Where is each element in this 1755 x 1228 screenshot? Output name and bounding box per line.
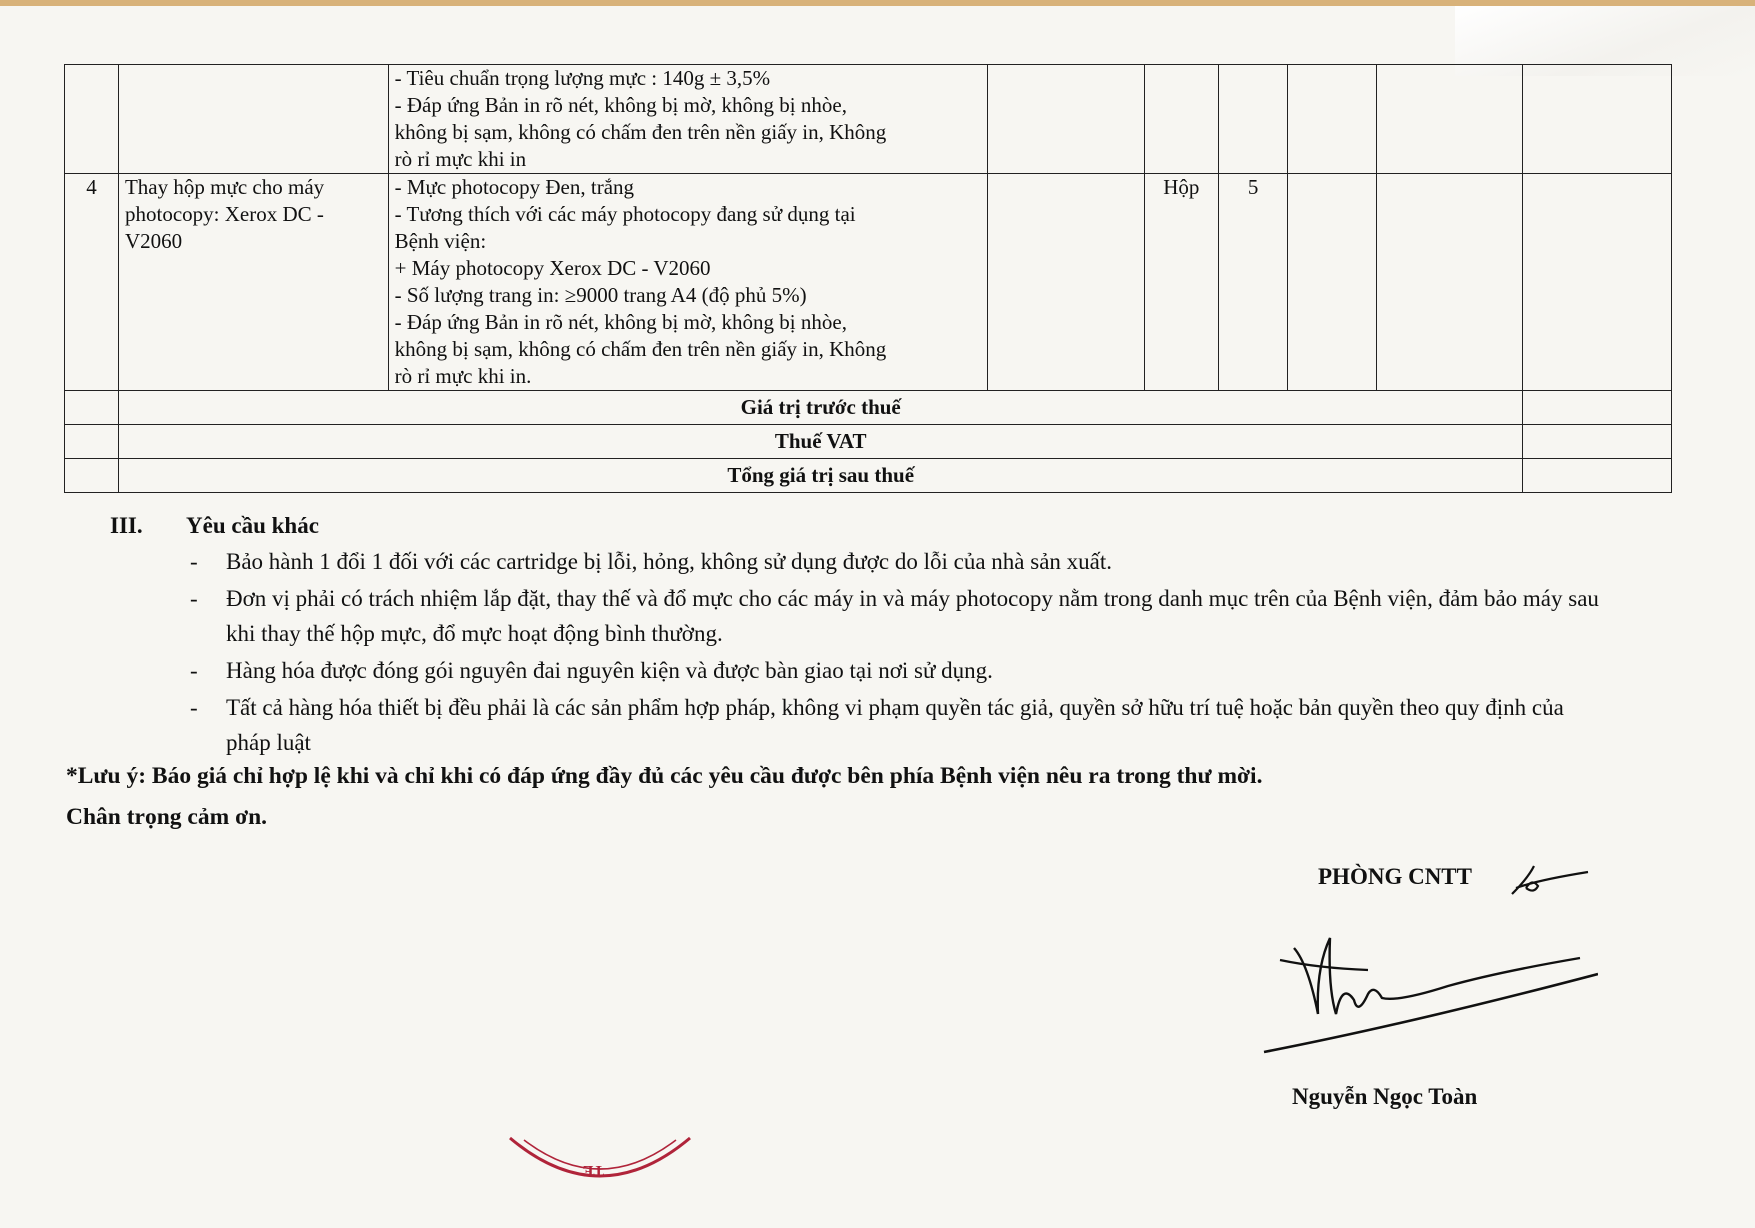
total-label: Tổng giá trị sau thuế — [118, 459, 1522, 493]
dash-bullet: - — [190, 695, 198, 720]
total-row — [65, 459, 1672, 493]
red-stamp-icon — [500, 1134, 700, 1204]
dash-bullet: - — [190, 549, 198, 574]
requirements-list — [190, 544, 1610, 762]
dash-bullet: - — [190, 658, 198, 683]
vat-label: Thuế VAT — [118, 425, 1522, 459]
spec-line: không bị sạm, không có chấm đen trên nền giấy in, Không — [394, 337, 887, 361]
note-text: *Lưu ý: Báo giá chỉ hợp lệ khi và chỉ khi có đáp ứng đầy đủ các yêu cầu được bên phía Bệnh viện nêu ra trong thư mời. — [66, 763, 1263, 789]
spec-line: rò rỉ mực khi in. — [394, 364, 532, 388]
spec-cell — [388, 174, 988, 391]
signature-icon — [1258, 928, 1598, 1060]
department-label: PHÒNG CNTT — [1318, 864, 1472, 889]
spec-cell — [388, 65, 988, 174]
table-row — [65, 65, 1672, 174]
section-title: Yêu cầu khác — [186, 513, 319, 538]
spec-line: không bị sạm, không có chấm đen trên nền giấy in, Không — [394, 120, 887, 144]
list-item: - Đơn vị phải có trách nhiệm lắp đặt, thay thế và đổ mực cho các máy in và máy photocopy nằm trong danh mục trên của Bệnh viện, đảm bảo máy sau khi thay thế hộp mực, đổ mực hoạt động bình thường. — [190, 581, 1610, 651]
item-name: Thay hộp mực cho máy photocopy: Xerox DC - V2060 — [118, 174, 388, 391]
dash-bullet: - — [190, 586, 198, 611]
spec-line: - Tương thích với các máy photocopy đang sử dụng tại — [394, 202, 856, 226]
vat-row — [65, 425, 1672, 459]
document-page — [0, 6, 1755, 1228]
list-item: - Tất cả hàng hóa thiết bị đều phải là các sản phẩm hợp pháp, không vi phạm quyền tác giả, quyền sở hữu trí tuệ hoặc bản quyền theo quy định của pháp luật — [190, 690, 1610, 760]
list-item: - Hàng hóa được đóng gói nguyên đai nguyên kiện và được bàn giao tại nơi sử dụng. — [190, 653, 1610, 688]
spec-line: Bệnh viện: — [394, 229, 487, 253]
section-heading — [110, 513, 319, 539]
subtotal-row — [65, 391, 1672, 425]
subtotal-label: Giá trị trước thuế — [118, 391, 1522, 425]
spec-line: + Máy photocopy Xerox DC - V2060 — [394, 256, 711, 280]
items-table — [64, 64, 1672, 493]
thanks-text: Chân trọng cảm ơn. — [66, 804, 268, 830]
spec-line: - Đáp ứng Bản in rõ nét, không bị mờ, không bị nhòe, — [394, 310, 847, 334]
stamp-text: TE — [582, 1162, 604, 1179]
initial-mark-icon — [1508, 858, 1592, 898]
spec-line: rò rỉ mực khi in — [394, 147, 527, 171]
quantity-cell: 5 — [1218, 174, 1287, 391]
section-number: III. — [110, 513, 143, 538]
list-item: - Bảo hành 1 đổi 1 đối với các cartridge bị lỗi, hỏng, không sử dụng được do lỗi của nhà sản xuất. — [190, 544, 1610, 579]
row-number: 4 — [65, 174, 119, 391]
spec-line: - Tiêu chuẩn trọng lượng mực : 140g ± 3,5% — [394, 66, 771, 90]
spec-line: - Mực photocopy Đen, trắng — [394, 175, 635, 199]
table-row — [65, 174, 1672, 391]
signer-name: Nguyễn Ngọc Toàn — [1292, 1084, 1478, 1109]
spec-line: - Số lượng trang in: ≥9000 trang A4 (độ phủ 5%) — [394, 283, 807, 307]
unit-cell: Hộp — [1144, 174, 1218, 391]
spec-line: - Đáp ứng Bản in rõ nét, không bị mờ, không bị nhòe, — [394, 93, 847, 117]
